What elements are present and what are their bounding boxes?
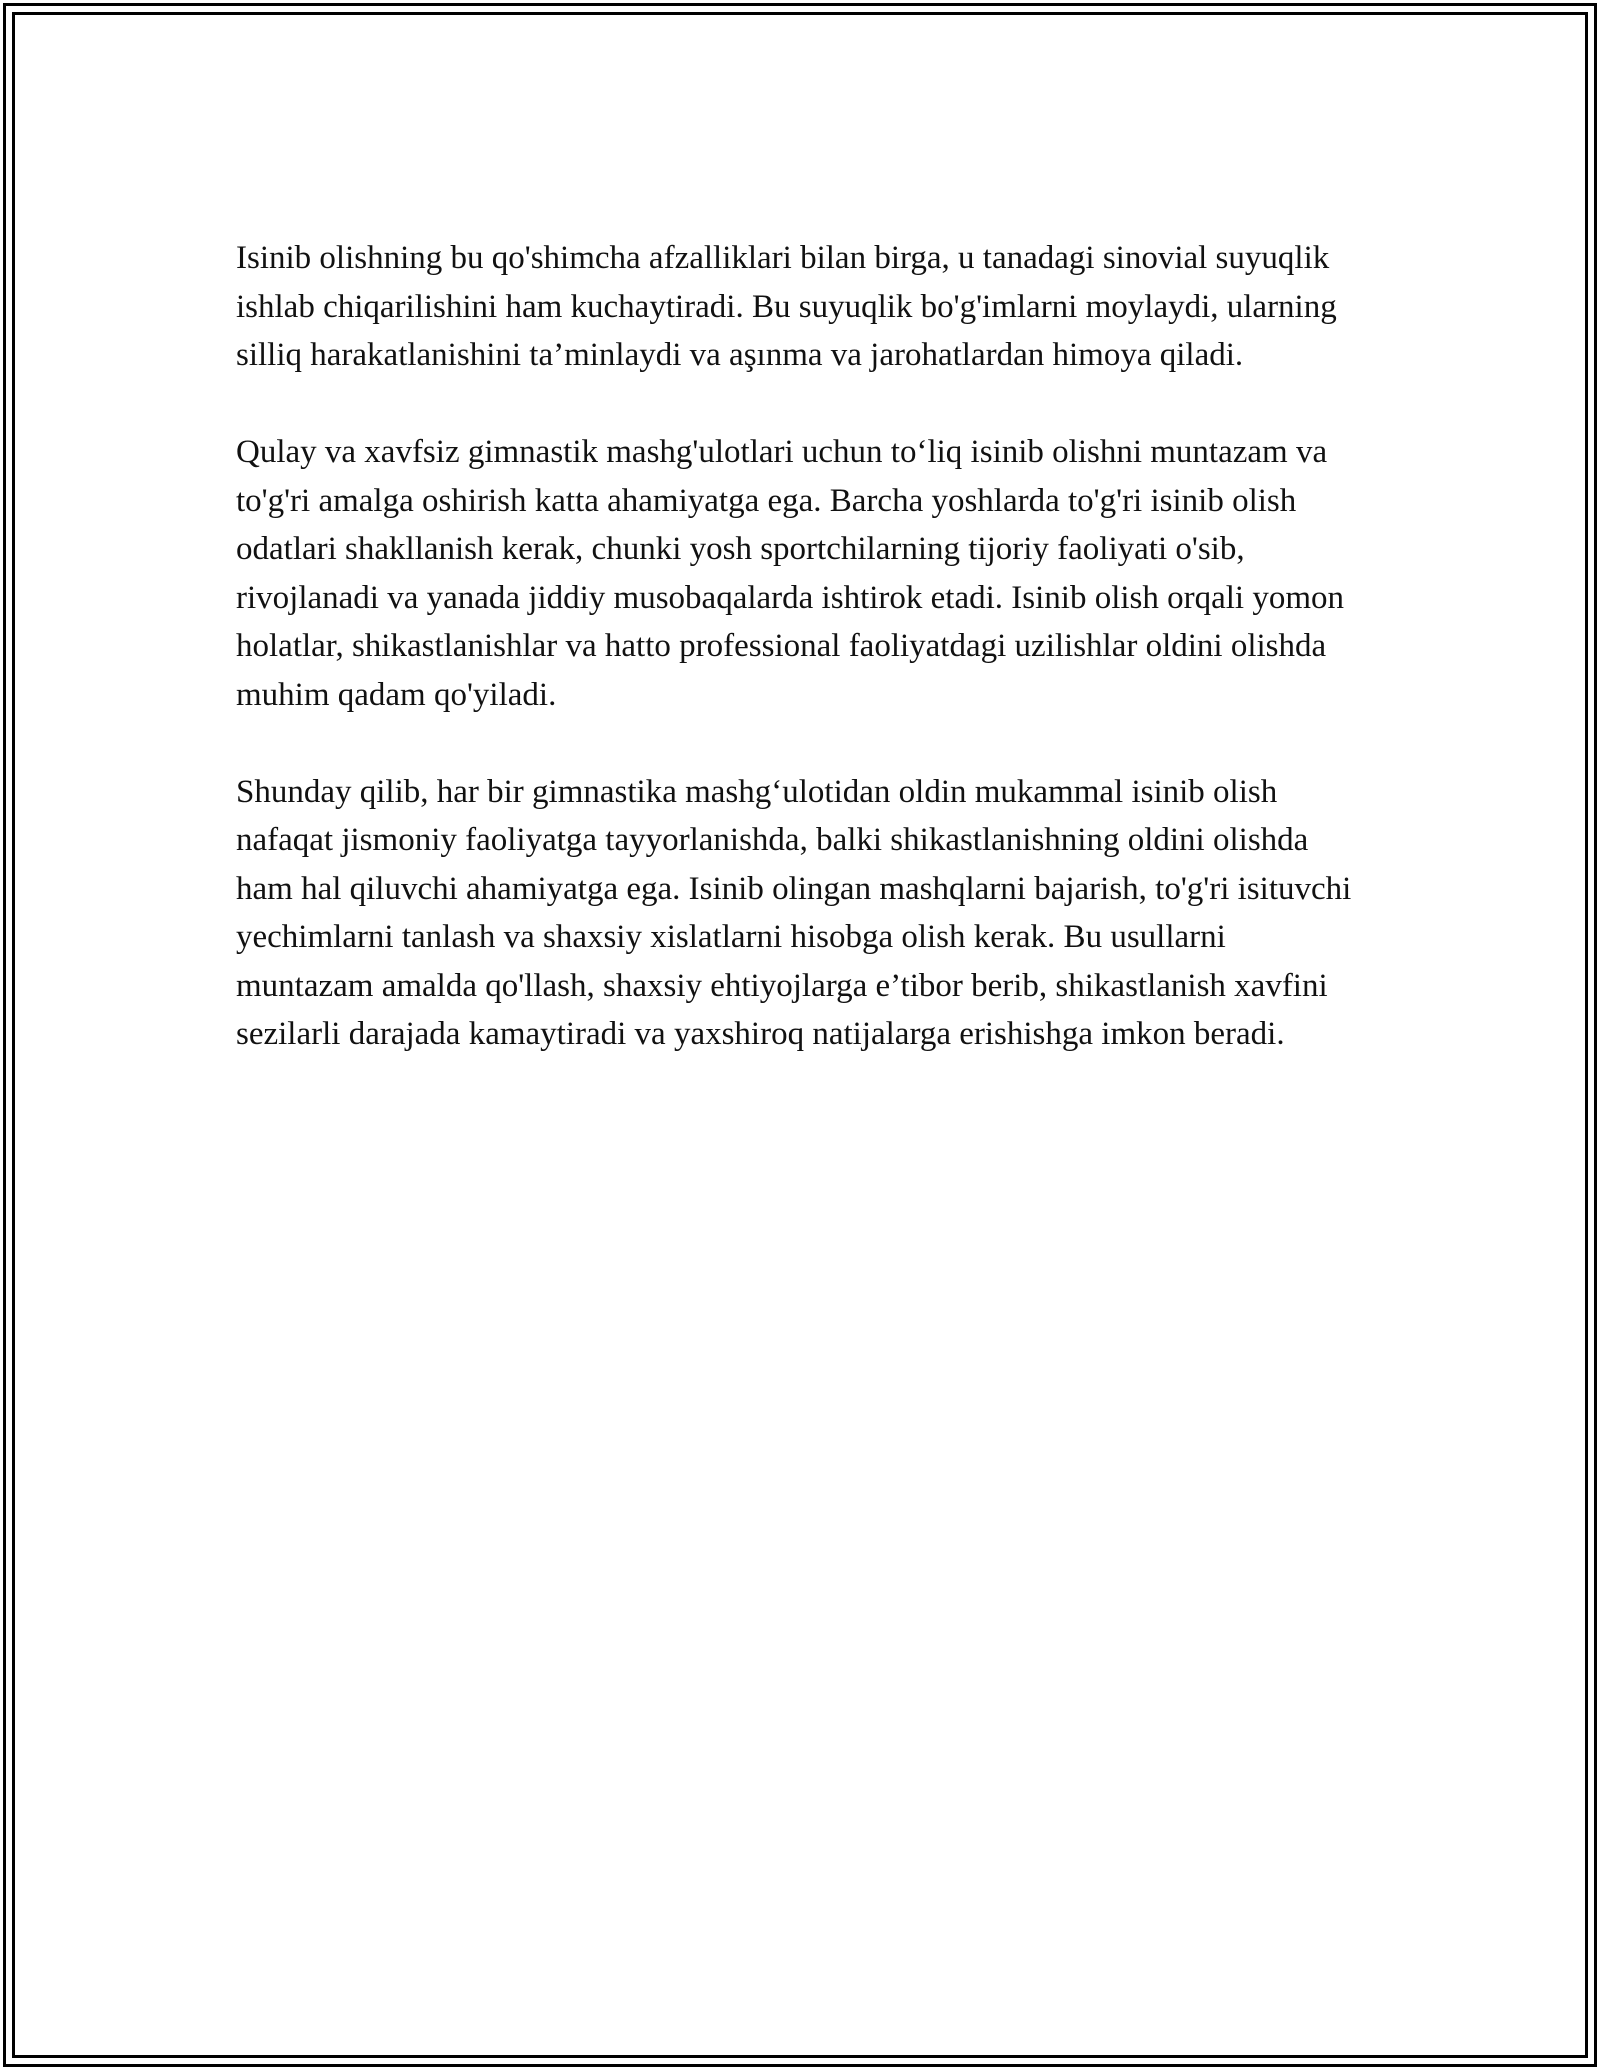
- paragraph-3: Shunday qilib, har bir gimnastika mashg‘ulotidan oldin mukammal isinib olish nafaqat jismoniy faoliyatga tayyorlanishda, balki shikastlanishning oldini olishda ham hal qiluvchi ahamiyatga ega. Isinib olingan mashqlarni bajarish, to'g'ri isituvchi yechimlarni tanlash va shaxsiy xislatlarni hisobga olish kerak. Bu usullarni muntazam amalda qo'llash, shaxsiy ehtiyojlarga e’tibor berib, shikastlanish xavfini sezilarli darajada kamaytiradi va yaxshiroq natijalarga erishishga imkon beradi.: [236, 773, 1352, 1052]
- paragraph-1: Isinib olishning bu qo'shimcha afzalliklari bilan birga, u tanadagi sinovial suyuqlik ishlab chiqarilishini ham kuchaytiradi. Bu suyuqlik bo'g'imlarni moylaydi, ularning silliq harakatlanishini ta’minlaydi va aşınma va jarohatlardan himoya qiladi.: [236, 240, 1337, 373]
- document-body: [236, 234, 1366, 1107]
- paragraph-2: Qulay va xavfsiz gimnastik mashg'ulotlari uchun to‘liq isinib olishni muntazam va to'g'ri amalga oshirish katta ahamiyatga ega. Barcha yoshlarda to'g'ri isinib olish odatlari shakllanish kerak, chunki yosh sportchilarning tijoriy faoliyati o'sib, rivojlanadi va yanada jiddiy musobaqalarda ishtirok etadi. Isinib olish orqali yomon holatlar, shikastlanishlar va hatto professional faoliyatdagi uzilishlar oldini olishda muhim qadam qo'yiladi.: [236, 434, 1345, 713]
